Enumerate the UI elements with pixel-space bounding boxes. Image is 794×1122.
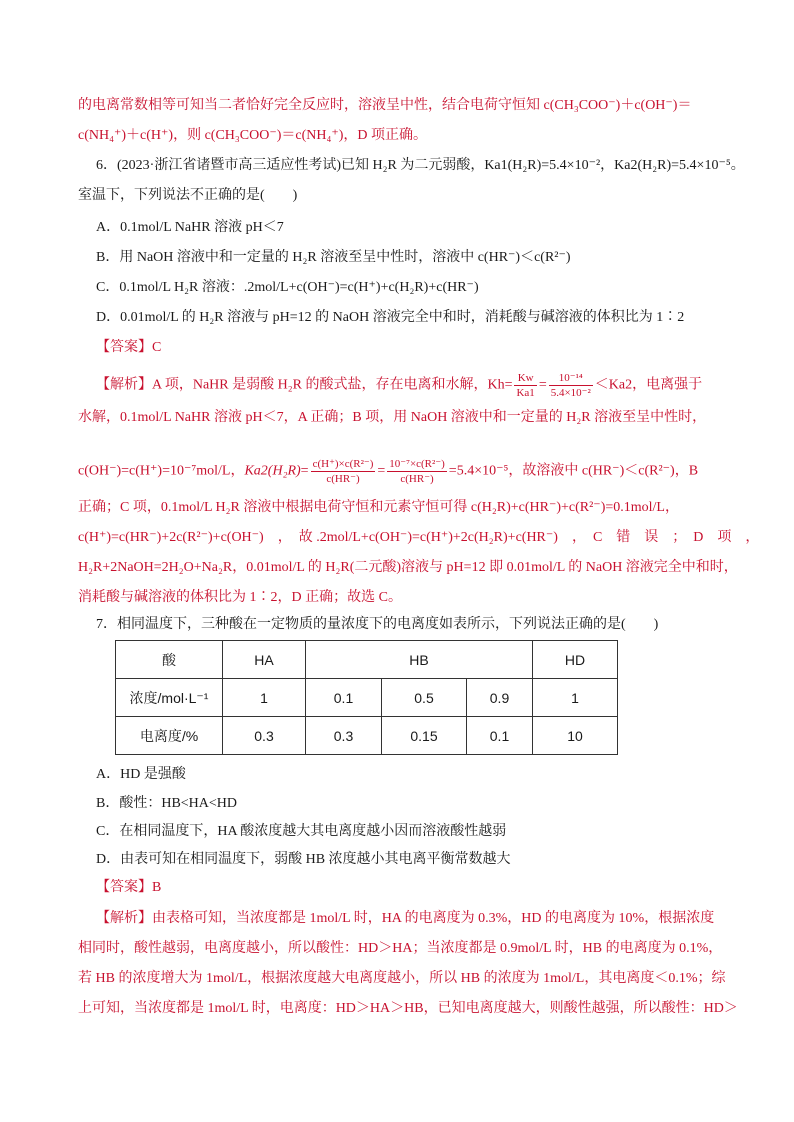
q6-explanation-text-1b: ，电离强于 <box>632 377 703 393</box>
kh-symbol: Kh <box>487 377 505 393</box>
equals-sign-2: = <box>377 463 386 479</box>
ionization-table <box>115 640 618 755</box>
table-header-ha: HA <box>223 641 306 679</box>
table-cell: 0.1 <box>467 717 533 755</box>
ka1-symbol: Ka1 <box>516 387 535 399</box>
table-cell: 1 <box>533 679 618 717</box>
kh-value-numerator: 10⁻¹⁴ <box>549 371 593 386</box>
table-header-hd: HD <box>533 641 618 679</box>
q7-option-d: D．由表可知在相同温度下，弱酸 HB 浓度越小其电离平衡常数越大 <box>96 852 511 867</box>
table-cell: 0.3 <box>223 717 306 755</box>
table-cell: 浓度/mol·L⁻¹ <box>116 679 223 717</box>
q7-explanation-text-1: 由表格可知，当浓度都是 1mol/L 时，HA 的电离度为 0.3%，HD 的电离度为 10%，根据浓度 <box>152 911 715 926</box>
q7-stem: 7．相同温度下，三种酸在一定物质的量浓度下的电离度如表所示，下列说法正确的是( ) <box>96 617 659 632</box>
q7-explanation-line-4: 上可知，当浓度都是 1mol/L 时，电离度：HD＞HA＞HB，已知电离度越大，则酸性越强，所以酸性：HD＞ <box>78 1001 738 1016</box>
equals-sign: = <box>300 463 309 479</box>
q6-answer-value: C <box>152 340 162 355</box>
prev-explanation-line-2: c(NH₄⁺)＋c(H⁺)，则 c(CH₃COO⁻)＝c(NH₄⁺)，D 项正确。 <box>78 128 428 143</box>
q6-explanation-line-4: 正确；C 项，0.1mol/L H₂R 溶液中根据电荷守恒和元素守恒可得 c(H₂R)+c(HR⁻)+c(R²⁻)=0.1mol/L， <box>78 500 679 515</box>
q6-explanation-text-3a: c(OH⁻)=c(H⁺)=10⁻⁷mol/L， <box>78 463 245 479</box>
table-cell: 1 <box>223 679 306 717</box>
ka2-fraction-numerator: c(H⁺)×c(R²⁻) <box>312 458 374 470</box>
table-cell: 0.15 <box>382 717 467 755</box>
q7-explanation-line-1 <box>96 909 714 929</box>
table-row <box>116 679 618 717</box>
table-cell: 0.9 <box>467 679 533 717</box>
q7-answer-value: B <box>152 880 162 895</box>
ka2-value-fraction <box>387 457 447 486</box>
q6-answer-label: 【答案】 <box>96 340 152 355</box>
q6-stem-line-2: 室温下，下列说法不正确的是( ) <box>78 188 298 203</box>
table-header-row <box>116 641 618 679</box>
q7-option-c: C．在相同温度下，HA 酸浓度越大其电离度越小因而溶液酸性越弱 <box>96 824 507 839</box>
kw-symbol: Kw <box>514 371 536 386</box>
table-cell: 0.5 <box>382 679 467 717</box>
q6-explanation-line-2: 水解，0.1mol/L NaHR 溶液 pH＜7，A 正确；B 项，用 NaOH 溶液中和一定量的 H₂R 溶液至呈中性时， <box>78 410 707 425</box>
ka2-expression: Ka2(H₂R) <box>244 463 301 479</box>
q6-answer <box>96 338 161 358</box>
table-cell: 0.3 <box>306 717 382 755</box>
ka2-value-denominator: c(HR⁻) <box>400 473 434 485</box>
q6-option-d: D．0.01mol/L 的 H₂R 溶液与 pH=12 的 NaOH 溶液完全中和时，消耗酸与碱溶液的体积比为 1∶2 <box>96 310 685 325</box>
kh-value-denominator: 5.4×10⁻² <box>550 387 591 399</box>
table-cell: 0.1 <box>306 679 382 717</box>
q7-explanation-line-3: 若 HB 的浓度增大为 1mol/L，根据浓度越大电离度越小，所以 HB 的浓度为 1mol/L，其电离度＜0.1%；综 <box>78 971 726 986</box>
q6-explanation-line-3 <box>78 457 698 486</box>
q7-explanation-label: 【解析】 <box>96 911 152 926</box>
q6-explanation-label: 【解析】 <box>96 377 152 393</box>
table-header-acid: 酸 <box>116 641 223 679</box>
q6-option-b: B．用 NaOH 溶液中和一定量的 H₂R 溶液至呈中性时，溶液中 c(HR⁻)＜c(R²⁻) <box>96 250 571 265</box>
q7-option-b: B．酸性：HB<HA<HD <box>96 796 238 811</box>
q6-explanation-text-3b: ，故溶液中 c(HR⁻)＜c(R²⁻)，B <box>508 463 699 479</box>
ka2-fraction-denominator: c(HR⁻) <box>326 473 360 485</box>
table-row <box>116 717 618 755</box>
table-cell: 10 <box>533 717 618 755</box>
kh-fraction <box>514 371 536 400</box>
table-cell: 电离度/% <box>116 717 223 755</box>
q6-stem-line-1: 6．(2023·浙江省诸暨市高三适应性考试)已知 H₂R 为二元弱酸，Ka1(H₂R)=5.4×10⁻²，Ka2(H₂R)=5.4×10⁻⁵。 <box>96 158 745 173</box>
ka2-fraction <box>311 457 376 486</box>
q6-explanation-line-1: 【解析】A 项，NaHR 是弱酸 H₂R 的酸式盐，存在电离和水解，Kh= $\frac{Kw}{Ka1}$ = $\frac{\text{10⁻¹⁴}}{\text{5.4×10⁻²}}$ ＜Ka2，电离强于 <box>96 372 703 399</box>
ka2-value-numerator: 10⁻⁷×c(R²⁻) <box>389 458 445 470</box>
q6-option-a: A．0.1mol/L NaHR 溶液 pH＜7 <box>96 220 284 235</box>
lt-ka2: ＜Ka2 <box>594 377 633 393</box>
q6-explanation-line-5: c(H⁺)=c(HR⁻)+2c(R²⁻)+c(OH⁻) ， 故 .2mol/L+c(OH⁻)=c(H⁺)+2c(H₂R)+c(HR⁻) ， C 错 误 ； D 项 ， <box>78 530 760 545</box>
q7-answer <box>96 878 161 898</box>
q7-option-a: A．HD 是强酸 <box>96 767 186 782</box>
q6-explanation-line-6: H₂R+2NaOH=2H₂O+Na₂R，0.01mol/L 的 H₂R(二元酸)溶液与 pH=12 即 0.01mol/L 的 NaOH 溶液完全中和时， <box>78 560 738 575</box>
q6-option-c: C．0.1mol/L H₂R 溶液：.2mol/L+c(OH⁻)=c(H⁺)+c(H₂R)+c(HR⁻) <box>96 280 479 295</box>
table-header-hb: HB <box>306 641 533 679</box>
q6-explanation-line-7: 消耗酸与碱溶液的体积比为 1∶2，D 正确；故选 C。 <box>78 590 402 605</box>
kh-value-fraction <box>549 371 593 400</box>
q7-answer-label: 【答案】 <box>96 880 152 895</box>
q6-explanation-text-1a: A 项，NaHR 是弱酸 H₂R 的酸式盐，存在电离和水解， <box>152 377 488 393</box>
ka2-value: =5.4×10⁻⁵ <box>448 463 509 479</box>
q7-explanation-line-2: 相同时，酸性越弱，电离度越小，所以酸性：HD＞HA；当浓度都是 0.9mol/L 时，HB 的电离度为 0.1%， <box>78 941 723 956</box>
prev-explanation-line-1: 的电离常数相等可知当二者恰好完全反应时，溶液呈中性，结合电荷守恒知 c(CH₃COO⁻)＋c(OH⁻)＝ <box>78 98 692 113</box>
